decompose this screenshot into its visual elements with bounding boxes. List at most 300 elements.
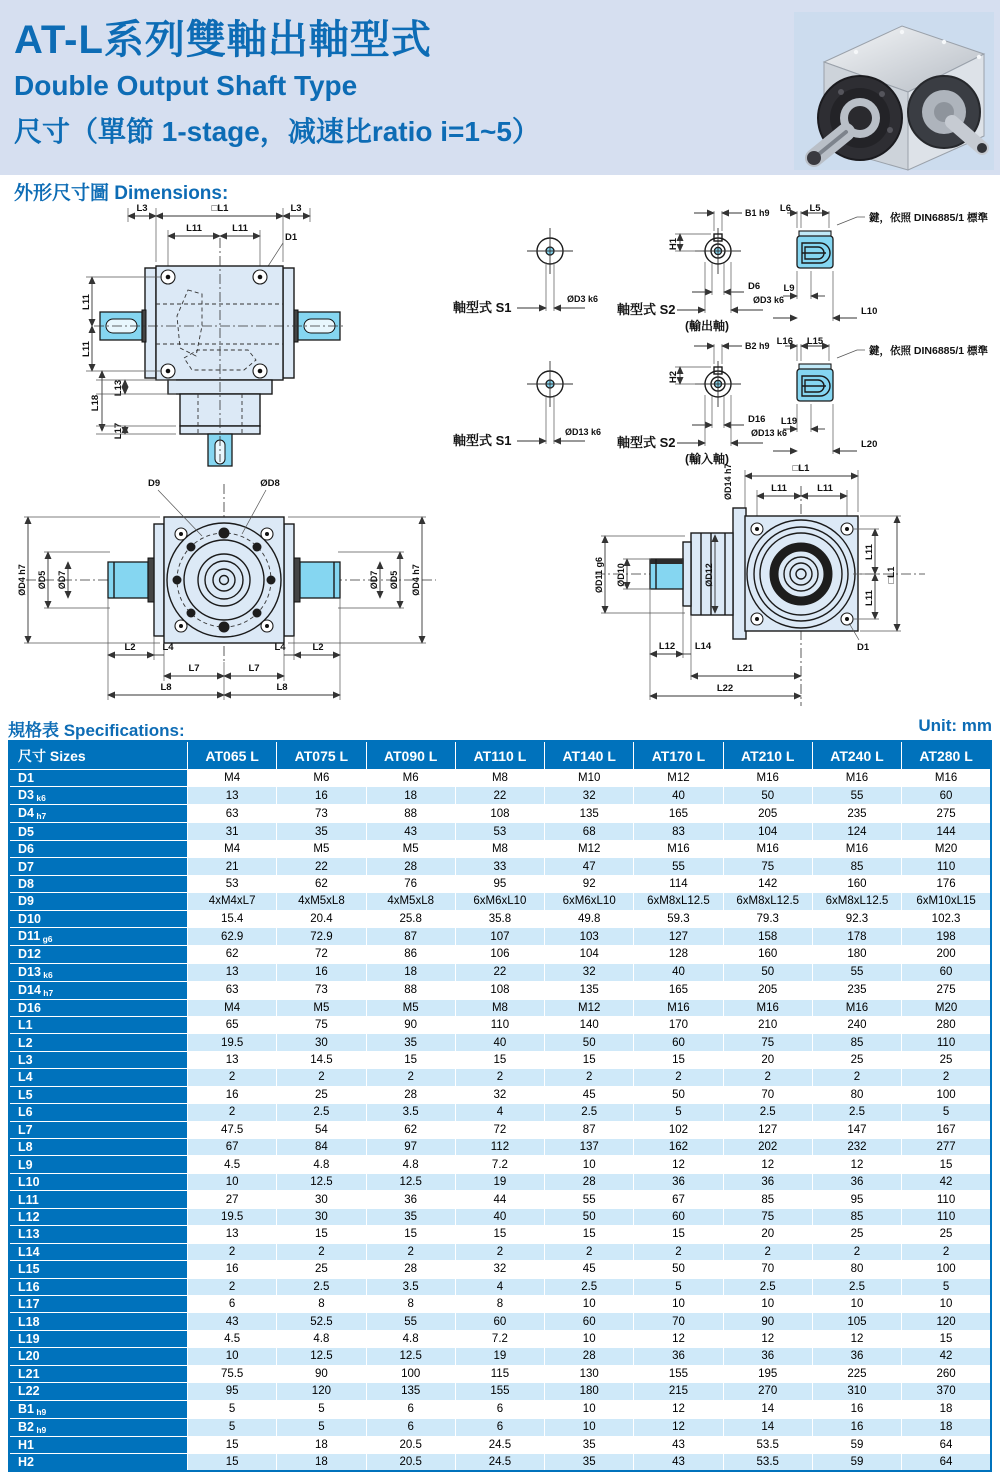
model-column-header: AT090 L — [366, 741, 455, 770]
spec-cell: M4 — [188, 999, 277, 1016]
spec-cell: 2 — [545, 1243, 634, 1260]
spec-cell: M16 — [812, 840, 901, 857]
spec-cell: 50 — [723, 963, 812, 981]
spec-cell: 2 — [277, 1069, 366, 1086]
spec-cell: 12 — [812, 1330, 901, 1347]
spec-cell: 30 — [277, 1208, 366, 1225]
spec-cell: 6xM6xL10 — [455, 893, 544, 910]
spec-cell: 19.5 — [188, 1208, 277, 1225]
spec-cell: M16 — [723, 840, 812, 857]
row-label: H1 — [9, 1436, 188, 1453]
spec-cell: 21 — [188, 858, 277, 875]
sizes-column-header: 尺寸 Sizes — [9, 741, 188, 770]
table-row — [9, 1208, 991, 1225]
spec-cell: 127 — [634, 928, 723, 946]
spec-cell: 16 — [812, 1418, 901, 1436]
spec-cell: 160 — [812, 875, 901, 892]
spec-cell: 106 — [455, 946, 544, 963]
spec-cell: 4 — [455, 1278, 544, 1295]
spec-cell: 12 — [634, 1418, 723, 1436]
table-row — [9, 910, 991, 927]
spec-cell: 110 — [902, 1208, 991, 1225]
table-row — [9, 840, 991, 857]
dim-label: L2 — [124, 642, 136, 653]
spec-cell: M12 — [545, 999, 634, 1016]
spec-cell: 25 — [812, 1051, 901, 1068]
spec-cell: 14 — [723, 1400, 812, 1418]
spec-cell: 65 — [188, 1016, 277, 1033]
spec-cell: 64 — [902, 1454, 991, 1472]
spec-cell: 36 — [634, 1173, 723, 1190]
spec-cell: 275 — [902, 805, 991, 823]
spec-cell: 16 — [277, 963, 366, 981]
spec-cell: 50 — [723, 787, 812, 805]
table-row — [9, 1243, 991, 1260]
spec-cell: 10 — [188, 1173, 277, 1190]
spec-cell: 73 — [277, 981, 366, 999]
page-title-en: Double Output Shaft Type — [14, 70, 358, 101]
spec-cell: 10 — [634, 1295, 723, 1312]
spec-cell: 2.5 — [277, 1278, 366, 1295]
spec-cell: 2 — [545, 1069, 634, 1086]
spec-cell: 200 — [902, 946, 991, 963]
spec-cell: 165 — [634, 805, 723, 823]
spec-cell: 15 — [634, 1051, 723, 1068]
spec-cell: 2 — [902, 1243, 991, 1260]
table-row — [9, 893, 991, 910]
spec-cell: 178 — [812, 928, 901, 946]
row-label: L7 — [9, 1121, 188, 1138]
row-label: D4 $_{h7}$ — [9, 805, 188, 823]
spec-cell: 15 — [545, 1226, 634, 1243]
spec-cell: 52.5 — [277, 1313, 366, 1330]
table-row — [9, 1313, 991, 1330]
spec-cell: 36 — [634, 1348, 723, 1365]
spec-cell: 62 — [366, 1121, 455, 1138]
dim-label: L11 — [81, 341, 92, 357]
spec-cell: 10 — [723, 1295, 812, 1312]
table-row — [9, 1086, 991, 1103]
dim-label: L18 — [90, 394, 101, 412]
spec-cell: 180 — [812, 946, 901, 963]
row-label: L3 — [9, 1051, 188, 1068]
spec-cell: 160 — [723, 946, 812, 963]
spec-cell: M16 — [634, 840, 723, 857]
spec-cell: 84 — [277, 1139, 366, 1156]
spec-cell: 18 — [277, 1454, 366, 1472]
spec-cell: 79.3 — [723, 910, 812, 927]
dim-label: ØD13 k6 — [565, 427, 602, 437]
model-column-header: AT210 L — [723, 741, 812, 770]
dim-label: ØD14 h7 — [723, 463, 733, 500]
spec-cell: 75.5 — [188, 1365, 277, 1382]
spec-cell: 2 — [812, 1069, 901, 1086]
spec-cell: 43 — [634, 1436, 723, 1453]
row-label: D11 $_{g6}$ — [9, 928, 188, 946]
dim-label: ØD3 k6 — [753, 295, 785, 305]
spec-cell: 32 — [455, 1086, 544, 1103]
output-shaft-types-diagram — [445, 203, 997, 335]
spec-cell: 4xM4xL7 — [188, 893, 277, 910]
spec-cell: 6 — [366, 1418, 455, 1436]
spec-cell: 2 — [634, 1069, 723, 1086]
spec-cell: 87 — [366, 928, 455, 946]
shaft-type-label: 軸型式 S2 — [617, 435, 676, 450]
dim-label: L15 — [806, 336, 824, 347]
spec-cell: 5 — [634, 1278, 723, 1295]
spec-cell: 205 — [723, 981, 812, 999]
row-label: L21 — [9, 1365, 188, 1382]
spec-cell: M5 — [366, 840, 455, 857]
table-row — [9, 787, 991, 805]
spec-cell: 88 — [366, 981, 455, 999]
spec-cell: 8 — [366, 1295, 455, 1312]
spec-cell: 3.5 — [366, 1278, 455, 1295]
spec-cell: 6xM6xL10 — [545, 893, 634, 910]
row-label: L1 — [9, 1016, 188, 1033]
spec-cell: 210 — [723, 1016, 812, 1033]
spec-cell: 6 — [366, 1400, 455, 1418]
spec-cell: 5 — [188, 1418, 277, 1436]
spec-cell: 63 — [188, 981, 277, 999]
spec-cell: 35 — [545, 1454, 634, 1472]
spec-cell: 110 — [902, 1191, 991, 1208]
spec-cell: 2.5 — [545, 1278, 634, 1295]
dim-label: ØD8 — [260, 478, 280, 489]
spec-cell: 36 — [723, 1348, 812, 1365]
spec-cell: 235 — [812, 805, 901, 823]
spec-cell: M12 — [634, 770, 723, 787]
spec-cell: 15 — [277, 1226, 366, 1243]
spec-cell: 25 — [277, 1261, 366, 1278]
spec-cell: 15 — [188, 1454, 277, 1472]
spec-cell: 195 — [723, 1365, 812, 1382]
dimensions-heading: 外形尺寸圖 Dimensions: — [14, 183, 229, 204]
spec-cell: 80 — [812, 1261, 901, 1278]
table-row — [9, 1016, 991, 1033]
spec-cell: 15 — [188, 1436, 277, 1453]
spec-cell: 15 — [366, 1051, 455, 1068]
shaft-note: (輸入軸) — [685, 452, 729, 466]
row-label: D7 — [9, 858, 188, 875]
spec-cell: 59.3 — [634, 910, 723, 927]
spec-cell: 97 — [366, 1139, 455, 1156]
spec-cell: 54 — [277, 1121, 366, 1138]
spec-table — [8, 740, 992, 1472]
row-label: L18 — [9, 1313, 188, 1330]
dim-label: L11 — [864, 590, 875, 606]
spec-cell: 102 — [634, 1121, 723, 1138]
dim-label: L21 — [736, 663, 754, 674]
dim-label: B2 h9 — [745, 341, 770, 351]
dim-label: ØD5 — [37, 570, 47, 590]
spec-cell: 14 — [723, 1418, 812, 1436]
row-label: B2 $_{h9}$ — [9, 1418, 188, 1436]
dim-label: □L1 — [211, 203, 229, 214]
spec-cell: 2.5 — [277, 1104, 366, 1121]
dim-label: L3 — [290, 203, 302, 214]
spec-cell: 10 — [545, 1330, 634, 1347]
face-view-diagram — [18, 462, 443, 712]
dim-label: L11 — [864, 544, 875, 560]
spec-cell: 4.8 — [277, 1156, 366, 1173]
model-column-header: AT170 L — [634, 741, 723, 770]
spec-cell: 102.3 — [902, 910, 991, 927]
spec-cell: 18 — [366, 787, 455, 805]
spec-cell: 8 — [455, 1295, 544, 1312]
spec-cell: M12 — [545, 840, 634, 857]
spec-cell: 25.8 — [366, 910, 455, 927]
dim-label: H2 — [668, 370, 679, 384]
spec-cell: 85 — [812, 1034, 901, 1051]
dim-label: ØD10 — [616, 563, 626, 587]
spec-cell: 158 — [723, 928, 812, 946]
dim-label: L7 — [248, 663, 260, 674]
row-label: L4 — [9, 1069, 188, 1086]
spec-cell: M4 — [188, 770, 277, 787]
dim-label: L7 — [188, 663, 200, 674]
table-row — [9, 1156, 991, 1173]
spec-cell: 45 — [545, 1261, 634, 1278]
spec-cell: 12.5 — [277, 1348, 366, 1365]
spec-cell: 6 — [455, 1400, 544, 1418]
spec-cell: 2 — [723, 1069, 812, 1086]
table-row — [9, 875, 991, 892]
spec-cell: 12.5 — [366, 1348, 455, 1365]
dim-label: L4 — [162, 642, 174, 653]
table-row — [9, 1261, 991, 1278]
spec-cell: 35 — [277, 823, 366, 840]
spec-cell: 25 — [277, 1086, 366, 1103]
spec-cell: 28 — [545, 1173, 634, 1190]
row-label: L17 — [9, 1295, 188, 1312]
row-label: D10 — [9, 910, 188, 927]
dim-label: D16 — [748, 414, 766, 425]
spec-cell: 2 — [277, 1243, 366, 1260]
spec-cell: 40 — [455, 1208, 544, 1225]
spec-cell: 53.5 — [723, 1454, 812, 1472]
spec-cell: 165 — [634, 981, 723, 999]
spec-cell: 20.4 — [277, 910, 366, 927]
dim-label: L13 — [113, 379, 124, 397]
spec-cell: 2 — [455, 1069, 544, 1086]
spec-cell: 30 — [277, 1034, 366, 1051]
spec-cell: 55 — [366, 1313, 455, 1330]
spec-cell: 19 — [455, 1173, 544, 1190]
spec-cell: 6xM8xL12.5 — [723, 893, 812, 910]
spec-cell: 4.8 — [277, 1330, 366, 1347]
spec-cell: 24.5 — [455, 1436, 544, 1453]
table-row — [9, 946, 991, 963]
spec-cell: 10 — [902, 1295, 991, 1312]
model-column-header: AT240 L — [812, 741, 901, 770]
dim-label: L2 — [312, 642, 324, 653]
header-band — [0, 0, 1000, 175]
table-row — [9, 963, 991, 981]
spec-cell: 53 — [455, 823, 544, 840]
spec-cell: 110 — [455, 1016, 544, 1033]
table-row — [9, 981, 991, 999]
spec-cell: 85 — [812, 858, 901, 875]
spec-cell: 260 — [902, 1365, 991, 1382]
spec-cell: 7.2 — [455, 1330, 544, 1347]
table-row — [9, 1330, 991, 1347]
spec-cell: 2.5 — [723, 1278, 812, 1295]
spec-cell: 18 — [902, 1418, 991, 1436]
spec-cell: 114 — [634, 875, 723, 892]
dim-label: L11 — [81, 294, 92, 310]
spec-cell: 70 — [723, 1086, 812, 1103]
spec-cell: 75 — [277, 1016, 366, 1033]
spec-cell: 115 — [455, 1365, 544, 1382]
spec-cell: 27 — [188, 1191, 277, 1208]
row-label-tolerance: k6 — [40, 969, 53, 980]
spec-cell: 35 — [545, 1436, 634, 1453]
row-label: D12 — [9, 946, 188, 963]
model-column-header: AT075 L — [277, 741, 366, 770]
spec-cell: 72 — [277, 946, 366, 963]
spec-cell: 104 — [723, 823, 812, 840]
dim-label: L14 — [694, 641, 712, 652]
dim-label: ØD11 g6 — [594, 556, 604, 594]
spec-cell: 162 — [634, 1139, 723, 1156]
spec-cell: 18 — [366, 963, 455, 981]
spec-cell: 53 — [188, 875, 277, 892]
spec-cell: 55 — [812, 787, 901, 805]
spec-cell: 167 — [902, 1121, 991, 1138]
dim-label: L12 — [658, 641, 676, 652]
spec-cell: 15 — [902, 1156, 991, 1173]
gearbox-photo-illustration — [794, 12, 994, 170]
spec-cell: 2 — [723, 1243, 812, 1260]
spec-cell: 42 — [902, 1173, 991, 1190]
spec-cell: 124 — [812, 823, 901, 840]
row-label: L5 — [9, 1086, 188, 1103]
spec-cell: 2 — [455, 1243, 544, 1260]
row-label-tolerance: h7 — [40, 987, 54, 998]
row-label: D3 $_{k6}$ — [9, 787, 188, 805]
spec-cell: 53.5 — [723, 1436, 812, 1453]
spec-cell: 5 — [902, 1278, 991, 1295]
spec-cell: 120 — [902, 1313, 991, 1330]
table-row — [9, 1173, 991, 1190]
spec-cell: 2.5 — [723, 1104, 812, 1121]
spec-cell: 100 — [366, 1365, 455, 1382]
spec-cell: 4.8 — [366, 1330, 455, 1347]
row-label: H2 — [9, 1454, 188, 1472]
spec-cell: 16 — [277, 787, 366, 805]
spec-cell: M10 — [545, 770, 634, 787]
spec-cell: 2 — [188, 1104, 277, 1121]
spec-cell: 55 — [634, 858, 723, 875]
spec-cell: 13 — [188, 787, 277, 805]
spec-cell: 135 — [545, 805, 634, 823]
spec-cell: 14.5 — [277, 1051, 366, 1068]
row-label: D1 — [9, 770, 188, 787]
spec-cell: 6xM10xL15 — [902, 893, 991, 910]
spec-cell: 40 — [455, 1034, 544, 1051]
dim-label: B1 h9 — [745, 208, 770, 218]
spec-cell: 108 — [455, 805, 544, 823]
dim-label: L16 — [776, 336, 793, 347]
spec-cell: 5 — [902, 1104, 991, 1121]
spec-cell: 72.9 — [277, 928, 366, 946]
dim-label: L10 — [861, 306, 878, 317]
row-label: L12 — [9, 1208, 188, 1225]
spec-cell: 80 — [812, 1086, 901, 1103]
spec-cell: 35 — [366, 1034, 455, 1051]
spec-cell: M16 — [902, 770, 991, 787]
row-label-tolerance: h7 — [33, 811, 47, 822]
spec-cell: 13 — [188, 963, 277, 981]
spec-cell: 22 — [455, 787, 544, 805]
dim-label: D1 — [857, 642, 870, 653]
dim-label: □L1 — [792, 463, 810, 474]
spec-cell: 6 — [455, 1418, 544, 1436]
spec-cell: 47.5 — [188, 1121, 277, 1138]
spec-cell: 2.5 — [812, 1278, 901, 1295]
spec-cell: 28 — [366, 858, 455, 875]
spec-cell: M6 — [366, 770, 455, 787]
spec-cell: 235 — [812, 981, 901, 999]
spec-cell: 3.5 — [366, 1104, 455, 1121]
spec-cell: M16 — [723, 770, 812, 787]
spec-cell: 59 — [812, 1454, 901, 1472]
spec-cell: 60 — [634, 1208, 723, 1225]
key-standard-note: 鍵，依照 DIN6885/1 標準 — [869, 212, 989, 224]
table-row — [9, 999, 991, 1016]
spec-cell: 225 — [812, 1365, 901, 1382]
spec-cell: 10 — [812, 1295, 901, 1312]
spec-cell: 100 — [902, 1086, 991, 1103]
spec-cell: 176 — [902, 875, 991, 892]
row-label: L8 — [9, 1139, 188, 1156]
spec-cell: 2.5 — [812, 1104, 901, 1121]
spec-cell: 35 — [366, 1208, 455, 1225]
table-row — [9, 1418, 991, 1436]
spec-cell: 2.5 — [545, 1104, 634, 1121]
spec-cell: 2 — [188, 1069, 277, 1086]
dim-label: L6 — [779, 203, 791, 214]
spec-cell: 215 — [634, 1383, 723, 1400]
spec-cell: 55 — [545, 1191, 634, 1208]
spec-cell: 112 — [455, 1139, 544, 1156]
spec-cell: M16 — [634, 999, 723, 1016]
spec-cell: 95 — [455, 875, 544, 892]
spec-cell: 12 — [634, 1156, 723, 1173]
spec-cell: 70 — [634, 1313, 723, 1330]
spec-cell: M8 — [455, 999, 544, 1016]
row-label: D16 — [9, 999, 188, 1016]
spec-cell: 155 — [455, 1383, 544, 1400]
spec-cell: 15 — [902, 1330, 991, 1347]
table-row — [9, 1226, 991, 1243]
table-row — [9, 1139, 991, 1156]
spec-cell: 275 — [902, 981, 991, 999]
spec-cell: 2 — [188, 1243, 277, 1260]
spec-cell: 232 — [812, 1139, 901, 1156]
spec-cell: 4xM5xL8 — [277, 893, 366, 910]
spec-cell: 13 — [188, 1226, 277, 1243]
spec-cell: 170 — [634, 1016, 723, 1033]
spec-cell: 28 — [545, 1348, 634, 1365]
spec-cell: 40 — [634, 787, 723, 805]
spec-table-body — [9, 770, 991, 1472]
spec-cell: 87 — [545, 1121, 634, 1138]
spec-cell: 205 — [723, 805, 812, 823]
dim-label: L17 — [113, 422, 124, 440]
spec-cell: 50 — [545, 1208, 634, 1225]
